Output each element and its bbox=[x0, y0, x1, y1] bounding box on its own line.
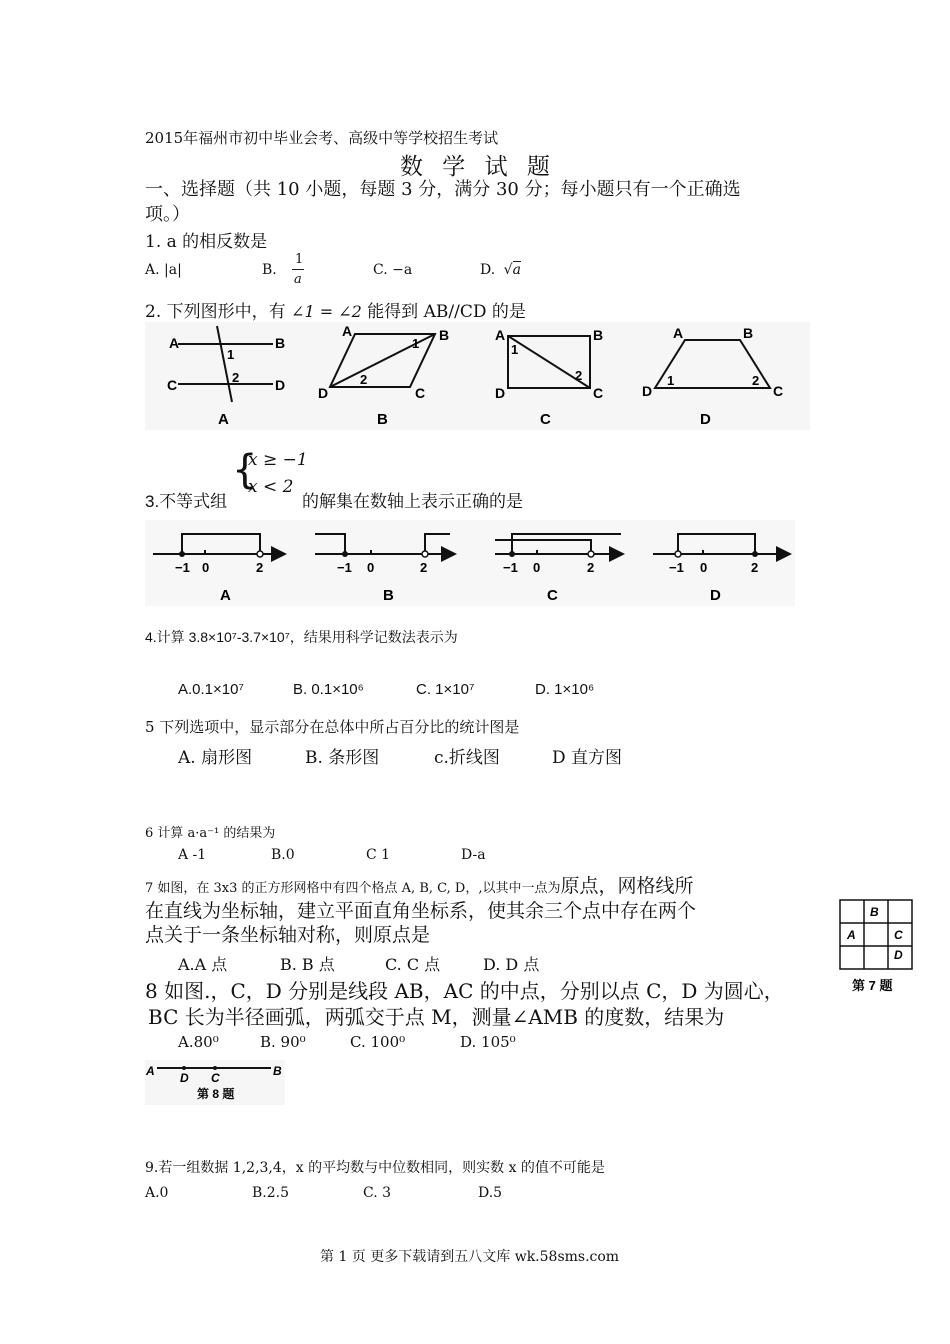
section-heading-line1: 一、选择题（共 10 小题，每题 3 分，满分 30 分；每小题只有一个正确选 bbox=[145, 179, 741, 200]
fig-b-angle-2: 2 bbox=[360, 372, 368, 387]
q6-option-c: C 1 bbox=[366, 847, 391, 863]
point-d-dot bbox=[182, 1066, 186, 1070]
q2-stem-angles: ∠1 = ∠2 bbox=[291, 302, 362, 321]
fig-b-point-a: A bbox=[342, 323, 353, 339]
segment-point-b: B bbox=[273, 1064, 282, 1078]
fig-b-point-b: B bbox=[439, 327, 450, 343]
q3-d-point-neg1 bbox=[675, 551, 681, 557]
q7-option-d: D. D 点 bbox=[483, 955, 540, 974]
q3-label-d: D bbox=[710, 587, 721, 604]
q1-fraction-bar bbox=[292, 269, 304, 270]
q5-option-b: B. 条形图 bbox=[305, 748, 380, 768]
q3-c-point-2 bbox=[588, 551, 594, 557]
q2-label-b: B bbox=[377, 411, 388, 428]
q6-stem: 6 计算 a·a⁻¹ 的结果为 bbox=[145, 826, 276, 841]
q3-c-tick-0-label: 0 bbox=[533, 560, 541, 575]
segment-point-a: A bbox=[146, 1064, 155, 1078]
q3-system bbox=[232, 446, 308, 500]
q2-label-c: C bbox=[540, 411, 551, 428]
q3-d-point-2 bbox=[752, 551, 758, 557]
q3-b-tick-0-label: 0 bbox=[367, 560, 375, 575]
sqrt-symbol: √ bbox=[503, 262, 513, 278]
q9-option-b: B.2.5 bbox=[252, 1185, 290, 1201]
q3-system-line2: x < 2 bbox=[248, 477, 294, 497]
q3-stem-part2: 的解集在数轴上表示正确的是 bbox=[302, 492, 523, 511]
q9-stem: 9.若一组数据 1,2,3,4，x 的平均数与中位数相同，则实数 x 的值不可能是 bbox=[145, 1160, 605, 1176]
q2-figure-svg bbox=[145, 322, 810, 430]
q2-figures bbox=[145, 322, 810, 430]
q5-option-c: c.折线图 bbox=[434, 748, 500, 768]
q3-a-tick-neg1: −1 bbox=[175, 560, 190, 575]
q2-label-d: D bbox=[700, 411, 711, 428]
q1-option-d-prefix: D. bbox=[480, 262, 496, 278]
q3-a-point-neg1 bbox=[179, 551, 185, 557]
q3-c-point-neg1 bbox=[509, 551, 515, 557]
q5-option-a: A. 扇形图 bbox=[178, 748, 253, 768]
q7-line1-small: 7 如图，在 3x3 的正方形网格中有四个格点 A, B, C, D，,以其中一点为 bbox=[145, 881, 561, 896]
q3-b-tick-2: 2 bbox=[420, 560, 428, 575]
q7-grid-figure bbox=[836, 896, 916, 996]
q3-system-line1: x ≥ −1 bbox=[248, 450, 308, 470]
grid-point-b: B bbox=[870, 905, 879, 919]
fig-c-angle-2: 2 bbox=[575, 368, 583, 383]
q1-option-a: A. |a| bbox=[145, 262, 182, 278]
fig-a-point-b: B bbox=[275, 335, 286, 351]
q1-option-b-denominator: a bbox=[294, 272, 302, 287]
fig-b-angle-1: 1 bbox=[412, 336, 420, 351]
fig-a-point-a: A bbox=[169, 335, 180, 351]
q8-figure-caption: 第 8 题 bbox=[197, 1087, 235, 1101]
q3-stem-part1: 3.不等式组 bbox=[145, 492, 228, 511]
q8-line1: 8 如图.，C，D 分别是线段 AB，AC 的中点，分别以点 C，D 为圆心， bbox=[145, 979, 784, 1003]
q8-option-d: D. 105⁰ bbox=[460, 1033, 516, 1051]
q3-d-tick-neg1: −1 bbox=[669, 560, 684, 575]
fig-c-angle-1: 1 bbox=[511, 342, 519, 357]
q8-option-a: A.80⁰ bbox=[178, 1033, 219, 1051]
q1-option-b-numerator: 1 bbox=[295, 252, 304, 267]
q2-stem-part2: 能得到 AB//CD 的是 bbox=[367, 302, 526, 322]
q1-stem: 1. a 的相反数是 bbox=[145, 232, 268, 252]
q3-b-point-neg1 bbox=[342, 551, 348, 557]
q8-option-b: B. 90⁰ bbox=[260, 1033, 306, 1051]
q5-option-d: D 直方图 bbox=[552, 748, 623, 768]
q8-option-c: C. 100⁰ bbox=[350, 1033, 406, 1051]
q3-d-tick-2: 2 bbox=[751, 560, 759, 575]
q4-option-b: B. 0.1×10⁶ bbox=[293, 681, 364, 698]
page-footer: 第 1 页 更多下载请到五八文库 wk.58sms.com bbox=[320, 1249, 620, 1265]
q3-b-tick-neg1: −1 bbox=[337, 560, 352, 575]
q9-option-a: A.0 bbox=[145, 1185, 169, 1201]
q9-option-c: C. 3 bbox=[363, 1185, 392, 1201]
fig-a-angle-2: 2 bbox=[232, 370, 240, 385]
fig-d-point-d: D bbox=[642, 383, 653, 399]
fig-c-point-d: D bbox=[495, 385, 506, 401]
q3-d-tick-0-label: 0 bbox=[700, 560, 708, 575]
q4-option-a: A.0.1×10⁷ bbox=[178, 681, 244, 698]
q5-stem: 5 下列选项中，显示部分在总体中所占百分比的统计图是 bbox=[145, 718, 520, 736]
fig-d-point-a: A bbox=[673, 325, 684, 341]
q7-option-a: A.A 点 bbox=[178, 955, 228, 974]
q8-segment-svg bbox=[145, 1060, 285, 1105]
fig-d-angle-1: 1 bbox=[667, 373, 675, 388]
q3-a-point-2 bbox=[257, 551, 263, 557]
q1-option-d bbox=[480, 262, 521, 278]
q7-line3: 点关于一条坐标轴对称，则原点是 bbox=[145, 924, 431, 946]
q9-option-d: D.5 bbox=[478, 1185, 503, 1201]
fig-a-angle-1: 1 bbox=[227, 347, 235, 362]
q1-option-c: C. −a bbox=[373, 262, 413, 278]
system-brace: { bbox=[232, 447, 258, 493]
q6-option-a: A -1 bbox=[178, 847, 207, 863]
grid-point-d: D bbox=[894, 948, 903, 962]
q7-line2: 在直线为坐标轴，建立平面直角坐标系，使其余三个点中存在两个 bbox=[145, 900, 697, 922]
q3-number-lines-svg bbox=[145, 520, 795, 606]
exam-title: 2015年福州市初中毕业会考、高级中等学校招生考试 bbox=[145, 129, 499, 147]
q1-option-d-radicand: a bbox=[512, 262, 521, 278]
grid-point-c: C bbox=[894, 928, 903, 942]
fig-d-angle-2: 2 bbox=[752, 373, 760, 388]
q4-stem: 4.计算 3.8×10⁷-3.7×10⁷，结果用科学记数法表示为 bbox=[145, 629, 458, 645]
q2-stem bbox=[145, 297, 526, 322]
fig-b-point-c: C bbox=[415, 385, 426, 401]
q1-option-b-prefix: B. bbox=[262, 262, 277, 278]
q4-option-c: C. 1×10⁷ bbox=[416, 681, 475, 698]
q3-a-tick-0-label: 0 bbox=[202, 560, 210, 575]
point-c-dot bbox=[213, 1066, 217, 1070]
q3-label-b: B bbox=[383, 587, 394, 604]
fig-b-point-d: D bbox=[318, 385, 329, 401]
q3-label-c: C bbox=[547, 587, 558, 604]
q7-option-b: B. B 点 bbox=[280, 955, 335, 974]
q3-b-point-2 bbox=[422, 551, 428, 557]
q6-option-d: D-a bbox=[461, 847, 486, 863]
subject-title: 数 学 试 题 bbox=[400, 154, 556, 180]
fig-c-point-c: C bbox=[593, 385, 604, 401]
q2-stem-part1: 2. 下列图形中，有 bbox=[145, 302, 286, 322]
fig-a-point-d: D bbox=[275, 377, 286, 393]
fig-d-point-b: B bbox=[743, 325, 754, 341]
q7-grid-svg bbox=[836, 896, 916, 996]
q3-number-lines bbox=[145, 520, 795, 606]
fig-d-point-c: C bbox=[773, 383, 784, 399]
q3-label-a: A bbox=[220, 587, 231, 604]
q8-line2: BC 长为半径画弧，两弧交于点 M，测量∠AMB 的度数，结果为 bbox=[148, 1005, 725, 1029]
q3-a-tick-2: 2 bbox=[256, 560, 264, 575]
grid-point-a: A bbox=[847, 928, 856, 942]
q8-segment-figure bbox=[145, 1060, 285, 1105]
section-heading-line2: 项。） bbox=[145, 204, 190, 225]
fig-c-point-a: A bbox=[495, 327, 506, 343]
q7-line1-large: 原点，网格线所 bbox=[560, 875, 694, 897]
q6-option-b: B.0 bbox=[271, 847, 295, 863]
q3-c-tick-2: 2 bbox=[587, 560, 595, 575]
q2-label-a: A bbox=[218, 411, 229, 428]
scan-background bbox=[145, 520, 795, 606]
q7-figure-caption: 第 7 题 bbox=[852, 978, 893, 993]
q4-option-d: D. 1×10⁶ bbox=[535, 681, 595, 698]
fig-a-point-c: C bbox=[167, 377, 178, 393]
q3-c-tick-neg1: −1 bbox=[503, 560, 518, 575]
segment-point-c: C bbox=[211, 1071, 220, 1085]
fig-c-point-b: B bbox=[593, 327, 604, 343]
segment-point-d: D bbox=[180, 1071, 189, 1085]
q7-option-c: C. C 点 bbox=[385, 955, 441, 974]
q7-line1 bbox=[145, 871, 693, 898]
